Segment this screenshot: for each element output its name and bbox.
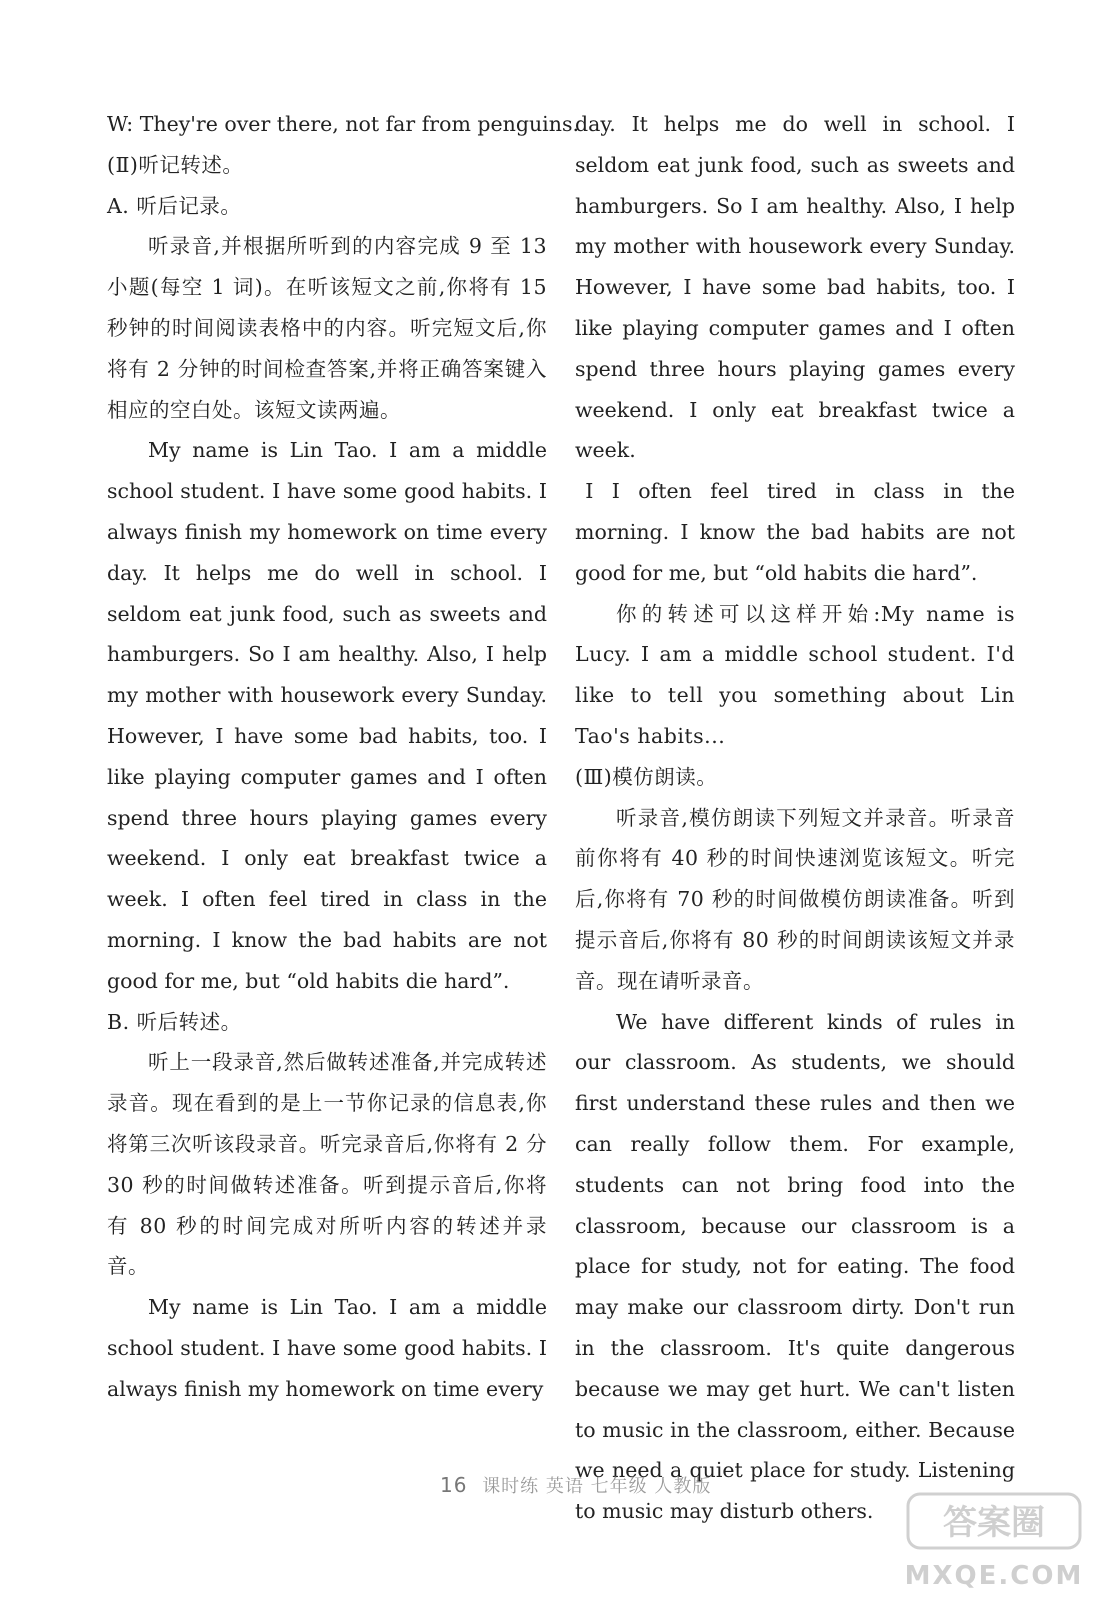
section-heading-ii: (Ⅱ)听记转述。 [107, 152, 244, 177]
watermark-logo-text: 答案圈 [943, 1503, 1045, 1543]
instruction-paragraph-iii: 听录音,模仿朗读下列短文并录音。听录音前你将有 40 秒的时间快速浏览该短文。听完后,你将有 70 秒的时间做模仿朗读准备。听到提示音后,你将有 80 秒的时间朗读该短文并录音。现在请听录音。 [575, 805, 1015, 993]
watermark-logo [900, 1488, 1090, 1596]
part-a-heading: A. 听后记录。 [107, 193, 242, 218]
right-column [575, 104, 1015, 1532]
passage-lin-tao-repeat-end: I I often feel tired in class in the morning. I know the bad habits are not good for me, but “old habits die hard”. [575, 479, 1015, 585]
page-number: 16 [440, 1473, 468, 1497]
passage-lin-tao-repeat-continued: day. It helps me do well in school. I seldom eat junk food, such as sweets and hamburgers. So I am healthy. Also, I help my mother with housework every Sunday. However, I have some bad habits, too. I like playing computer games and I often spend three hours playing games every weekend. I only eat breakfast twice a week. [575, 112, 1015, 463]
retell-prompt: 你的转述可以这样开始:My name is Lucy. I am a middle school student. I'd like to tell you something about Lin Tao's habits... [575, 601, 1015, 748]
instruction-paragraph-b: 听上一段录音,然后做转述准备,并完成转述录音。现在看到的是上一节你记录的信息表,你将第三次听该段录音。听完录音后,你将有 2 分 30 秒的时间做转述准备。听到提示音后,你将有 80 秒的时间完成对所听内容的转述并录音。 [107, 1050, 547, 1279]
page-footer [440, 1472, 711, 1498]
passage-lin-tao: My name is Lin Tao. I am a middle school student. I have some good habits. I always finish my homework on time every day. It helps me do well in school. I seldom eat junk food, such as sweets and hamburgers. So I am healthy. Also, I help my mother with housework every Sunday. However, I have some bad habits, too. I like playing computer games and I often spend three hours playing games every weekend. I only eat breakfast twice a week. I often feel tired in class in the morning. I know the bad habits are not good for me, but “old habits die hard”. [107, 438, 547, 993]
passage-lin-tao-repeat-start: My name is Lin Tao. I am a middle school student. I have some good habits. I always finish my homework on time every [107, 1295, 547, 1401]
section-heading-iii: (Ⅲ)模仿朗读。 [575, 764, 718, 789]
instruction-paragraph-a: 听录音,并根据所听到的内容完成 9 至 13 小题(每空 1 词)。在听该短文之前,你将有 15 秒钟的时间阅读表格中的内容。听完短文后,你将有 2 分钟的时间检查答案,并将正确答案键入相应的空白处。该短文读两遍。 [107, 234, 547, 422]
dialogue-line: W: They're over there, not far from penguins. [107, 112, 579, 136]
running-head: 课时练 英语 七年级 人教版 [482, 1476, 712, 1497]
left-column [107, 104, 579, 1410]
part-b-heading: B. 听后转述。 [107, 1009, 242, 1034]
watermark-url: MXQE.COM [904, 1561, 1084, 1591]
passage-classroom-rules: We have different kinds of rules in our classroom. As students, we should first understand these rules and then we can really follow them. For example, students can not bring food into the classroom, because our classroom is a place for study, not for eating. The food may make our classroom dirty. Don't run in the classroom. It's quite dangerous because we may get hurt. We can't listen to music in the classroom, either. Because we need a quiet place for study. Listening to music may disturb others. [575, 1009, 1015, 1524]
